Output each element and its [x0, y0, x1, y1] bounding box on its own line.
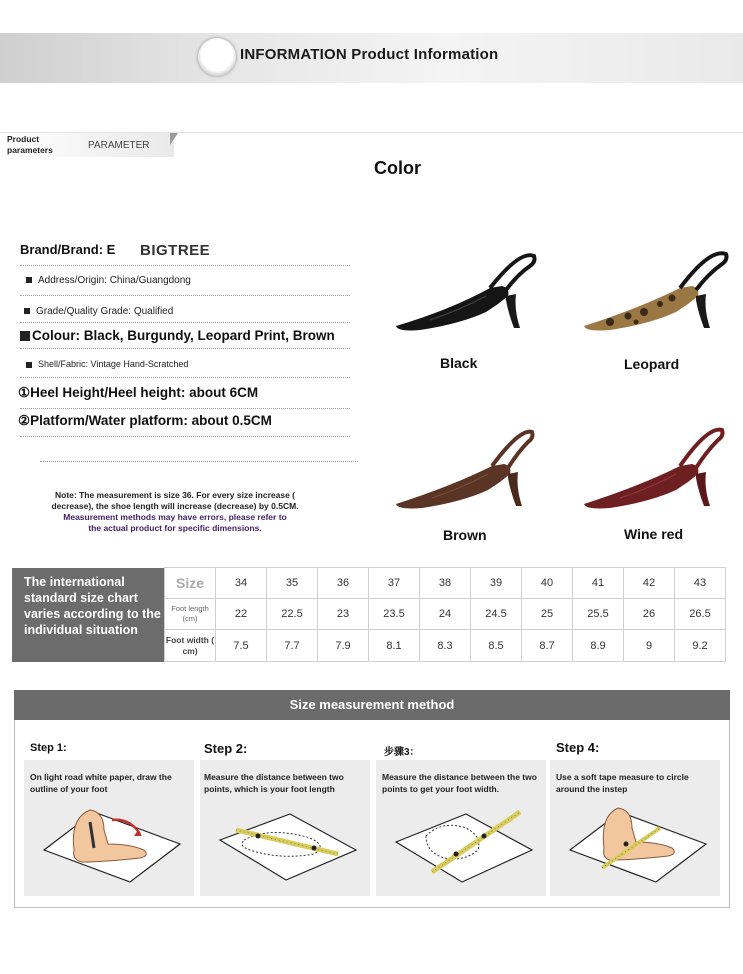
table-row-foot-width [165, 630, 726, 662]
chart-cell-foot-length: 22.5 [267, 599, 318, 630]
chart-cell-foot-width: 8.7 [522, 630, 573, 662]
size-chart-table [164, 567, 726, 662]
shell-row [26, 359, 188, 369]
step-1-illustration [34, 800, 186, 884]
banner-circle-icon [198, 38, 236, 76]
parameters-tag-small: Product parameters [7, 134, 53, 155]
colour-text: Colour: Black, Burgundy, Leopard Print, Brown [32, 328, 335, 343]
shoe-label-black: Black [440, 355, 478, 371]
size-note [30, 490, 320, 534]
chart-cell-size: 41 [573, 568, 624, 599]
chart-cell-size: 36 [318, 568, 369, 599]
chart-cell-foot-width: 7.7 [267, 630, 318, 662]
chart-cell-foot-width: 8.9 [573, 630, 624, 662]
brand-label: Brand/Brand: E [20, 242, 116, 257]
dotted-divider [20, 377, 350, 378]
shoe-image-wine-red [580, 420, 730, 515]
chart-cell-foot-width: 9.2 [675, 630, 726, 662]
chart-cell-foot-width: 7.9 [318, 630, 369, 662]
shoe-image-brown [392, 420, 542, 515]
platform-height: ②Platform/Water platform: about 0.5CM [18, 413, 272, 428]
shoe-label-leopard: Leopard [624, 356, 680, 372]
step-1-text: On light road white paper, draw the outline of your foot [30, 772, 172, 794]
step-3-illustration [386, 806, 538, 886]
bullet-icon [24, 308, 30, 314]
shoe-image-black [390, 240, 540, 335]
chart-cell-foot-width: 8.3 [420, 630, 471, 662]
chart-cell-size: 43 [675, 568, 726, 599]
chart-cell-foot-width: 7.5 [216, 630, 267, 662]
step-3-text: Measure the distance between the two points to get your foot width. [382, 772, 537, 794]
step-4-illustration [560, 798, 712, 884]
chart-cell-size: 34 [216, 568, 267, 599]
dotted-divider [20, 348, 350, 349]
chart-cell-foot-length: 23.5 [369, 599, 420, 630]
dotted-divider [20, 322, 350, 323]
step-4-text: Use a soft tape measure to circle around the instep [556, 772, 689, 794]
chart-cell-foot-length: 24.5 [471, 599, 522, 630]
tag-corner-decoration [170, 133, 178, 145]
origin-row [26, 275, 191, 286]
size-chart-intro: The international standard size chart varies according to the individual situation [24, 575, 161, 637]
chart-cell-foot-length: 25 [522, 599, 573, 630]
size-header: Size [165, 568, 216, 599]
dotted-divider [20, 408, 350, 409]
shoe-label-brown: Brown [443, 527, 487, 543]
step-3-title: 步骤3： [384, 747, 420, 758]
parameters-tag-label: PARAMETER [88, 140, 150, 151]
heel-height: ①Heel Height/Heel height: about 6CM [18, 385, 259, 400]
dotted-divider [20, 295, 350, 296]
colour-row [20, 328, 335, 343]
table-row-foot-length [165, 599, 726, 630]
note-line: the actual product for specific dimensions. [88, 523, 262, 533]
foot-length-header: Foot length (cm) [165, 599, 216, 630]
chart-cell-foot-width: 8.5 [471, 630, 522, 662]
table-row-size [165, 568, 726, 599]
bullet-icon [20, 331, 30, 341]
chart-cell-size: 37 [369, 568, 420, 599]
grade-text: Grade/Quality Grade: Qualified [36, 306, 174, 317]
chart-cell-size: 39 [471, 568, 522, 599]
note-line: Measurement methods may have errors, please refer to [63, 512, 287, 522]
shoe-label-wine-red: Wine red [624, 526, 683, 542]
color-section-title: Color [374, 158, 421, 178]
note-line: Note: The measurement is size 36. For every size increase ( [55, 490, 295, 500]
step-2-text: Measure the distance between two points, which is your foot length [204, 772, 344, 794]
brand-value: BIGTREE [140, 242, 211, 259]
chart-cell-size: 42 [624, 568, 675, 599]
shell-text: Shell/Fabric: Vintage Hand-Scratched [38, 359, 189, 369]
bullet-icon [26, 277, 32, 283]
step-2-title: Step 2: [204, 741, 248, 756]
step-4-title: Step 4: [556, 740, 600, 755]
step-2-illustration [210, 810, 362, 884]
dotted-divider [20, 436, 350, 437]
page-title: INFORMATION Product Information [240, 46, 499, 63]
chart-cell-foot-length: 23 [318, 599, 369, 630]
dotted-divider [20, 265, 350, 266]
note-line: decrease), the shoe length will increase (decrease) by 0.5CM. [51, 501, 299, 511]
chart-cell-foot-length: 24 [420, 599, 471, 630]
chart-cell-size: 40 [522, 568, 573, 599]
measurement-method-title: Size measurement method [289, 697, 455, 712]
chart-cell-foot-length: 22 [216, 599, 267, 630]
chart-cell-foot-length: 26.5 [675, 599, 726, 630]
chart-cell-size: 38 [420, 568, 471, 599]
grade-row [24, 306, 173, 317]
step-1-title: Step 1: [30, 742, 67, 754]
origin-text: Address/Origin: China/Guangdong [38, 275, 191, 286]
foot-width-header: Foot width ( cm) [165, 630, 216, 662]
chart-cell-size: 35 [267, 568, 318, 599]
shoe-image-leopard [580, 242, 730, 337]
chart-cell-foot-width: 9 [624, 630, 675, 662]
dotted-divider [40, 461, 358, 462]
bullet-icon [26, 362, 32, 368]
chart-cell-foot-length: 25.5 [573, 599, 624, 630]
chart-cell-foot-length: 26 [624, 599, 675, 630]
chart-cell-foot-width: 8.1 [369, 630, 420, 662]
